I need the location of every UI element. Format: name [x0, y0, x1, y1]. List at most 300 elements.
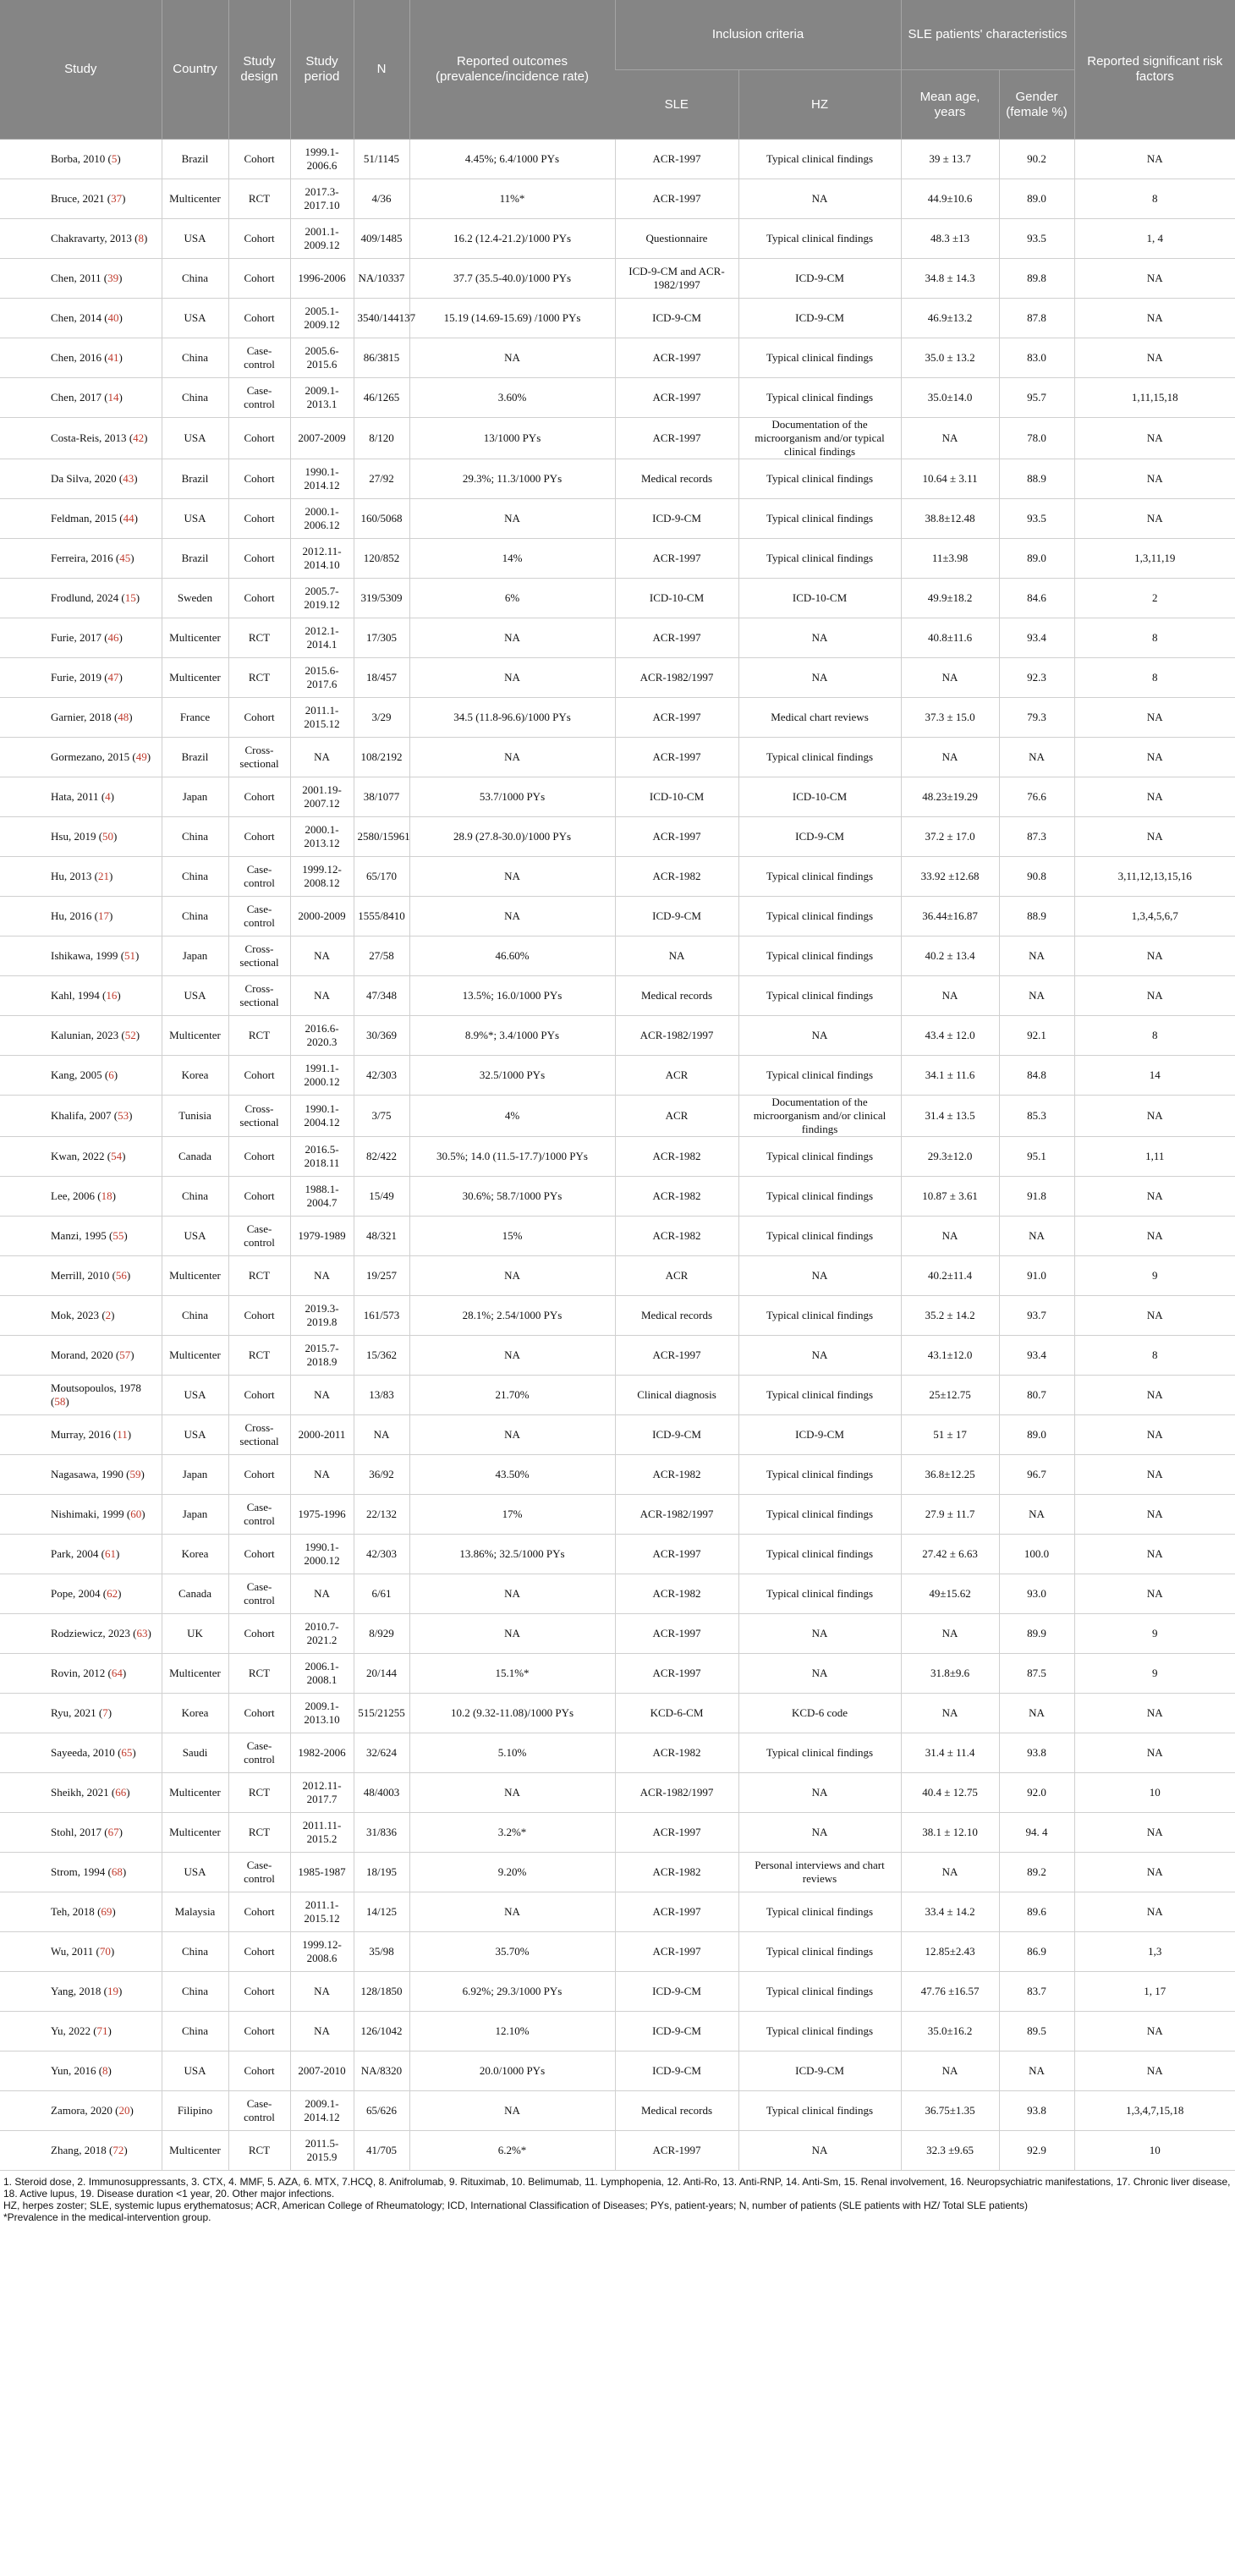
country-cell: China [162, 259, 228, 299]
risk-factors-cell: 1,3 [1074, 1932, 1235, 1972]
reference-link[interactable]: 6 [108, 1068, 114, 1081]
gender-cell: NA [999, 1694, 1074, 1733]
gender-cell: 93.7 [999, 1296, 1074, 1336]
reference-link[interactable]: 69 [101, 1905, 113, 1918]
sle-criteria-cell: NA [615, 936, 738, 976]
n-cell: 3540/144137 [354, 299, 409, 338]
period-cell: NA [290, 2012, 354, 2051]
study-name: Strom, 1994 [51, 1865, 106, 1878]
table-row [0, 338, 1235, 378]
country-cell: France [162, 698, 228, 738]
reference-link[interactable]: 66 [115, 1786, 127, 1799]
sle-criteria-cell: ACR-1982 [615, 857, 738, 897]
design-cell: Cross-sectional [228, 738, 290, 777]
mean-age-cell: NA [901, 976, 999, 1016]
reference-link[interactable]: 21 [97, 870, 109, 882]
study-cell: Borba, 2010 (5) [0, 140, 162, 179]
sle-criteria-cell: ACR-1997 [615, 738, 738, 777]
study-name: Mok, 2023 [51, 1309, 100, 1321]
study-name: Ferreira, 2016 [51, 552, 113, 564]
reference-link[interactable]: 54 [111, 1150, 123, 1162]
design-cell: Case-control [228, 338, 290, 378]
sle-criteria-cell: Questionnaire [615, 219, 738, 259]
design-cell: Case-control [228, 1733, 290, 1773]
reference-link[interactable]: 71 [96, 2024, 108, 2037]
reference-link[interactable]: 60 [130, 1508, 142, 1520]
hz-criteria-cell: Typical clinical findings [738, 857, 901, 897]
study-name: Murray, 2016 [51, 1428, 111, 1441]
risk-factors-cell: NA [1074, 817, 1235, 857]
study-name: Kahl, 1994 [51, 989, 100, 1002]
reference-link[interactable]: 43 [123, 472, 134, 485]
table-row [0, 1535, 1235, 1574]
design-cell: Cohort [228, 2051, 290, 2091]
header-characteristics: SLE patients' characteristics [901, 0, 1074, 70]
reference-link[interactable]: 41 [107, 351, 119, 364]
hz-criteria-cell: NA [738, 1256, 901, 1296]
gender-cell: 91.8 [999, 1177, 1074, 1217]
period-cell: 2012.11-2014.10 [290, 539, 354, 579]
period-cell: 2009.1-2014.12 [290, 2091, 354, 2131]
study-name: Sheikh, 2021 [51, 1786, 109, 1799]
gender-cell: 89.5 [999, 2012, 1074, 2051]
n-cell: 1555/8410 [354, 897, 409, 936]
reference-link[interactable]: 49 [135, 750, 147, 763]
hz-criteria-cell: Typical clinical findings [738, 219, 901, 259]
country-cell: Multicenter [162, 1336, 228, 1376]
reference-link[interactable]: 52 [124, 1029, 136, 1041]
period-cell: NA [290, 1455, 354, 1495]
outcome-cell: 32.5/1000 PYs [409, 1056, 615, 1096]
gender-cell: 96.7 [999, 1455, 1074, 1495]
sle-criteria-cell: ICD-9-CM [615, 299, 738, 338]
gender-cell: 89.0 [999, 1415, 1074, 1455]
gender-cell: 80.7 [999, 1376, 1074, 1415]
n-cell: NA/10337 [354, 259, 409, 299]
n-cell: 319/5309 [354, 579, 409, 618]
sle-criteria-cell: ACR-1982 [615, 1217, 738, 1256]
design-cell: Cohort [228, 1056, 290, 1096]
study-cell: Furie, 2019 (47) [0, 658, 162, 698]
outcome-cell: 13/1000 PYs [409, 418, 615, 459]
outcome-cell: 46.60% [409, 936, 615, 976]
sle-criteria-cell: ACR-1997 [615, 1614, 738, 1654]
mean-age-cell: NA [901, 418, 999, 459]
risk-factors-cell: 3,11,12,13,15,16 [1074, 857, 1235, 897]
outcome-cell: 10.2 (9.32-11.08)/1000 PYs [409, 1694, 615, 1733]
country-cell: Japan [162, 1455, 228, 1495]
study-cell: Da Silva, 2020 (43) [0, 459, 162, 499]
gender-cell: 92.9 [999, 2131, 1074, 2171]
reference-link[interactable]: 72 [113, 2144, 124, 2156]
n-cell: 51/1145 [354, 140, 409, 179]
table-row [0, 1415, 1235, 1455]
reference-link[interactable]: 70 [99, 1945, 111, 1958]
study-name: Yun, 2016 [51, 2064, 96, 2077]
outcome-cell: 29.3%; 11.3/1000 PYs [409, 459, 615, 499]
hz-criteria-cell: Typical clinical findings [738, 1733, 901, 1773]
sle-criteria-cell: KCD-6-CM [615, 1694, 738, 1733]
design-cell: Case-control [228, 1853, 290, 1892]
period-cell: NA [290, 936, 354, 976]
period-cell: 2005.7-2019.12 [290, 579, 354, 618]
sle-criteria-cell: ICD-9-CM and ACR-1982/1997 [615, 259, 738, 299]
mean-age-cell: 33.92 ±12.68 [901, 857, 999, 897]
table-row [0, 219, 1235, 259]
country-cell: UK [162, 1614, 228, 1654]
n-cell: 15/362 [354, 1336, 409, 1376]
reference-link[interactable]: 7 [102, 1706, 108, 1719]
sle-criteria-cell: ACR-1997 [615, 539, 738, 579]
reference-link[interactable]: 58 [54, 1395, 66, 1408]
period-cell: 2016.5-2018.11 [290, 1137, 354, 1177]
mean-age-cell: 43.1±12.0 [901, 1336, 999, 1376]
design-cell: Cohort [228, 1296, 290, 1336]
sle-criteria-cell: ACR-1997 [615, 1336, 738, 1376]
design-cell: Cohort [228, 299, 290, 338]
outcome-cell: 6% [409, 579, 615, 618]
mean-age-cell: 44.9±10.6 [901, 179, 999, 219]
hz-criteria-cell: Personal interviews and chart reviews [738, 1853, 901, 1892]
reference-link[interactable]: 65 [121, 1746, 133, 1759]
country-cell: USA [162, 1853, 228, 1892]
study-name: Wu, 2011 [51, 1945, 94, 1958]
study-name: Ishikawa, 1999 [51, 949, 118, 962]
period-cell: 2006.1-2008.1 [290, 1654, 354, 1694]
n-cell: 27/92 [354, 459, 409, 499]
reference-link[interactable]: 55 [113, 1229, 124, 1242]
table-row [0, 738, 1235, 777]
sle-criteria-cell: ACR-1982 [615, 1853, 738, 1892]
n-cell: 108/2192 [354, 738, 409, 777]
country-cell: Sweden [162, 579, 228, 618]
study-name: Stohl, 2017 [51, 1826, 102, 1838]
reference-link[interactable]: 8 [138, 232, 145, 244]
study-cell: Khalifa, 2007 (53) [0, 1096, 162, 1137]
period-cell: 2000-2011 [290, 1415, 354, 1455]
risk-factors-cell: NA [1074, 338, 1235, 378]
hz-criteria-cell: Typical clinical findings [738, 459, 901, 499]
header-design: Study design [228, 0, 290, 140]
period-cell: 2009.1-2013.10 [290, 1694, 354, 1733]
reference-link[interactable]: 47 [107, 671, 119, 684]
gender-cell: 90.8 [999, 857, 1074, 897]
n-cell: 515/21255 [354, 1694, 409, 1733]
mean-age-cell: 40.2 ± 13.4 [901, 936, 999, 976]
reference-link[interactable]: 68 [111, 1865, 123, 1878]
reference-link[interactable]: 51 [124, 949, 136, 962]
outcome-cell: 28.9 (27.8-30.0)/1000 PYs [409, 817, 615, 857]
mean-age-cell: 27.9 ± 11.7 [901, 1495, 999, 1535]
study-cell: Manzi, 1995 (55) [0, 1217, 162, 1256]
reference-link[interactable]: 11 [117, 1428, 128, 1441]
reference-link[interactable]: 46 [107, 631, 119, 644]
outcome-cell: NA [409, 897, 615, 936]
country-cell: USA [162, 1376, 228, 1415]
period-cell: 2016.6-2020.3 [290, 1016, 354, 1056]
country-cell: USA [162, 299, 228, 338]
risk-factors-cell: 14 [1074, 1056, 1235, 1096]
outcome-cell: 35.70% [409, 1932, 615, 1972]
hz-criteria-cell: Typical clinical findings [738, 976, 901, 1016]
study-name: Costa-Reis, 2013 [51, 431, 127, 444]
gender-cell: 89.0 [999, 539, 1074, 579]
sle-criteria-cell: ACR [615, 1256, 738, 1296]
outcome-cell: NA [409, 1415, 615, 1455]
n-cell: 46/1265 [354, 378, 409, 418]
study-cell: Zhang, 2018 (72) [0, 2131, 162, 2171]
reference-link[interactable]: 5 [111, 152, 118, 165]
period-cell: 1982-2006 [290, 1733, 354, 1773]
sle-criteria-cell: ICD-9-CM [615, 499, 738, 539]
mean-age-cell: 38.1 ± 12.10 [901, 1813, 999, 1853]
country-cell: Multicenter [162, 1813, 228, 1853]
risk-factors-cell: NA [1074, 1455, 1235, 1495]
period-cell: 1990.1-2000.12 [290, 1535, 354, 1574]
study-name: Borba, 2010 [51, 152, 106, 165]
reference-link[interactable]: 57 [119, 1348, 131, 1361]
n-cell: 41/705 [354, 2131, 409, 2171]
table-row [0, 1654, 1235, 1694]
hz-criteria-cell: Typical clinical findings [738, 2091, 901, 2131]
study-cell: Chakravarty, 2013 (8) [0, 219, 162, 259]
reference-link[interactable]: 56 [115, 1269, 127, 1282]
gender-cell: 93.5 [999, 499, 1074, 539]
reference-link[interactable]: 40 [107, 311, 119, 324]
sle-criteria-cell: ICD-10-CM [615, 777, 738, 817]
design-cell: Case-control [228, 1217, 290, 1256]
gender-cell: 88.9 [999, 459, 1074, 499]
header-gender: Gender (female %) [999, 70, 1074, 140]
risk-factors-cell: NA [1074, 1694, 1235, 1733]
risk-factors-cell: NA [1074, 1813, 1235, 1853]
gender-cell: 84.8 [999, 1056, 1074, 1096]
country-cell: Japan [162, 1495, 228, 1535]
hz-criteria-cell: Typical clinical findings [738, 1137, 901, 1177]
sle-criteria-cell: ACR-1997 [615, 338, 738, 378]
outcome-cell: NA [409, 738, 615, 777]
reference-link[interactable]: 48 [118, 711, 129, 723]
reference-link[interactable]: 18 [101, 1189, 113, 1202]
gender-cell: 92.3 [999, 658, 1074, 698]
design-cell: RCT [228, 2131, 290, 2171]
header-outcomes: Reported outcomes (prevalence/incidence rate) [409, 0, 615, 140]
mean-age-cell: 35.0±14.0 [901, 378, 999, 418]
study-name: Chen, 2016 [51, 351, 102, 364]
study-name: Teh, 2018 [51, 1905, 95, 1918]
reference-link[interactable]: 15 [124, 591, 136, 604]
study-cell: Lee, 2006 (18) [0, 1177, 162, 1217]
country-cell: Korea [162, 1535, 228, 1574]
reference-link[interactable]: 16 [106, 989, 118, 1002]
period-cell: 1988.1-2004.7 [290, 1177, 354, 1217]
risk-factors-cell: NA [1074, 1415, 1235, 1455]
period-cell: 1975-1996 [290, 1495, 354, 1535]
reference-link[interactable]: 61 [104, 1547, 116, 1560]
study-cell: Hu, 2016 (17) [0, 897, 162, 936]
reference-link[interactable]: 42 [133, 431, 145, 444]
mean-age-cell: 38.8±12.48 [901, 499, 999, 539]
reference-link[interactable]: 59 [129, 1468, 141, 1480]
gender-cell: 83.7 [999, 1972, 1074, 2012]
gender-cell: 85.3 [999, 1096, 1074, 1137]
risk-factors-cell: 8 [1074, 618, 1235, 658]
gender-cell: 86.9 [999, 1932, 1074, 1972]
reference-link[interactable]: 17 [97, 909, 109, 922]
table-row [0, 1056, 1235, 1096]
reference-link[interactable]: 19 [107, 1985, 118, 1997]
mean-age-cell: 35.0±16.2 [901, 2012, 999, 2051]
n-cell: 65/626 [354, 2091, 409, 2131]
study-cell: Strom, 1994 (68) [0, 1853, 162, 1892]
reference-link[interactable]: 64 [111, 1667, 123, 1679]
study-cell: Zamora, 2020 (20) [0, 2091, 162, 2131]
country-cell: China [162, 1932, 228, 1972]
n-cell: 17/305 [354, 618, 409, 658]
design-cell: Cross-sectional [228, 936, 290, 976]
risk-factors-cell: 8 [1074, 658, 1235, 698]
gender-cell: NA [999, 936, 1074, 976]
study-name: Khalifa, 2007 [51, 1109, 112, 1122]
footnote-risk-factor-key: 1. Steroid dose, 2. Immunosuppressants, 3. CTX, 4. MMF, 5. AZA, 6. MTX, 7.HCQ, 8. Anifrolumab, 9. Rituximab, 10. Belimumab, 11. Lymphopenia, 12. Anti-Ro, 13. Anti-RNP, 14. Anti-Sm, 15. Renal involvement, 16. Neuropsychiatric manifestations, 17. Chronic liver disease, 18. Active lupus, 19. Disease duration <1 year, 20. Other major infections. [3, 2176, 1231, 2200]
mean-age-cell: 12.85±2.43 [901, 1932, 999, 1972]
n-cell: 2580/15961 [354, 817, 409, 857]
period-cell: 2005.6-2015.6 [290, 338, 354, 378]
sle-criteria-cell: ACR [615, 1056, 738, 1096]
reference-link[interactable]: 8 [102, 2064, 108, 2077]
sle-criteria-cell: ACR-1997 [615, 698, 738, 738]
mean-age-cell: 35.2 ± 14.2 [901, 1296, 999, 1336]
mean-age-cell: 11±3.98 [901, 539, 999, 579]
gender-cell: 79.3 [999, 698, 1074, 738]
reference-link[interactable]: 37 [111, 192, 123, 205]
country-cell: USA [162, 219, 228, 259]
reference-link[interactable]: 50 [102, 830, 114, 843]
outcome-cell: NA [409, 499, 615, 539]
reference-link[interactable]: 39 [107, 272, 119, 284]
design-cell: Cohort [228, 777, 290, 817]
country-cell: Korea [162, 1694, 228, 1733]
n-cell: 22/132 [354, 1495, 409, 1535]
n-cell: 8/929 [354, 1614, 409, 1654]
outcome-cell: 43.50% [409, 1455, 615, 1495]
reference-link[interactable]: 44 [123, 512, 134, 525]
period-cell: 2001.19-2007.12 [290, 777, 354, 817]
period-cell: 1990.1-2014.12 [290, 459, 354, 499]
table-row [0, 378, 1235, 418]
table-row [0, 1972, 1235, 2012]
study-name: Garnier, 2018 [51, 711, 112, 723]
mean-age-cell: 49±15.62 [901, 1574, 999, 1614]
reference-link[interactable]: 20 [118, 2104, 130, 2117]
country-cell: Japan [162, 936, 228, 976]
table-row [0, 698, 1235, 738]
mean-age-cell: 10.87 ± 3.61 [901, 1177, 999, 1217]
hz-criteria-cell: Typical clinical findings [738, 1217, 901, 1256]
hz-criteria-cell: NA [738, 1773, 901, 1813]
n-cell: 27/58 [354, 936, 409, 976]
reference-link[interactable]: 53 [118, 1109, 129, 1122]
reference-link[interactable]: 2 [105, 1309, 112, 1321]
reference-link[interactable]: 14 [107, 391, 119, 404]
reference-link[interactable]: 45 [119, 552, 131, 564]
mean-age-cell: NA [901, 738, 999, 777]
design-cell: Cross-sectional [228, 1096, 290, 1137]
study-cell: Chen, 2017 (14) [0, 378, 162, 418]
mean-age-cell: 32.3 ±9.65 [901, 2131, 999, 2171]
header-study: Study [0, 0, 162, 140]
country-cell: China [162, 338, 228, 378]
study-name: Hata, 2011 [51, 790, 99, 803]
n-cell: 47/348 [354, 976, 409, 1016]
sle-criteria-cell: ACR [615, 1096, 738, 1137]
n-cell: 48/321 [354, 1217, 409, 1256]
table-row [0, 2012, 1235, 2051]
study-cell: Pope, 2004 (62) [0, 1574, 162, 1614]
country-cell: China [162, 378, 228, 418]
hz-criteria-cell: Typical clinical findings [738, 738, 901, 777]
hz-criteria-cell: ICD-9-CM [738, 259, 901, 299]
design-cell: RCT [228, 1016, 290, 1056]
study-cell: Yang, 2018 (19) [0, 1972, 162, 2012]
sle-criteria-cell: ACR-1997 [615, 418, 738, 459]
country-cell: China [162, 817, 228, 857]
reference-link[interactable]: 62 [107, 1587, 118, 1600]
outcome-cell: NA [409, 1773, 615, 1813]
table-row [0, 1096, 1235, 1137]
table-row [0, 1256, 1235, 1296]
n-cell: 6/61 [354, 1574, 409, 1614]
design-cell: Cohort [228, 1892, 290, 1932]
sle-criteria-cell: ACR-1982 [615, 1455, 738, 1495]
country-cell: Japan [162, 777, 228, 817]
study-cell: Costa-Reis, 2013 (42) [0, 418, 162, 459]
study-name: Feldman, 2015 [51, 512, 117, 525]
reference-link[interactable]: 4 [105, 790, 111, 803]
sle-criteria-cell: ACR-1997 [615, 1535, 738, 1574]
reference-link[interactable]: 63 [136, 1627, 148, 1640]
study-name: Zamora, 2020 [51, 2104, 113, 2117]
n-cell: 86/3815 [354, 338, 409, 378]
study-cell: Rodziewicz, 2023 (63) [0, 1614, 162, 1654]
risk-factors-cell: NA [1074, 459, 1235, 499]
mean-age-cell: 49.9±18.2 [901, 579, 999, 618]
n-cell: 8/120 [354, 418, 409, 459]
design-cell: Cohort [228, 1177, 290, 1217]
n-cell: 18/195 [354, 1853, 409, 1892]
study-cell: Kahl, 1994 (16) [0, 976, 162, 1016]
table-body [0, 140, 1235, 2171]
design-cell: RCT [228, 1654, 290, 1694]
sle-criteria-cell: Medical records [615, 1296, 738, 1336]
sle-criteria-cell: ACR-1982/1997 [615, 1016, 738, 1056]
study-name: Kalunian, 2023 [51, 1029, 119, 1041]
outcome-cell: NA [409, 1336, 615, 1376]
country-cell: China [162, 2012, 228, 2051]
design-cell: Cohort [228, 1535, 290, 1574]
outcome-cell: 37.7 (35.5-40.0)/1000 PYs [409, 259, 615, 299]
period-cell: 2019.3-2019.8 [290, 1296, 354, 1336]
study-name: Nishimaki, 1999 [51, 1508, 124, 1520]
outcome-cell: 30.6%; 58.7/1000 PYs [409, 1177, 615, 1217]
period-cell: 2011.11-2015.2 [290, 1813, 354, 1853]
table-row [0, 539, 1235, 579]
reference-link[interactable]: 67 [107, 1826, 119, 1838]
table-row [0, 1932, 1235, 1972]
risk-factors-cell: NA [1074, 140, 1235, 179]
n-cell: 3/75 [354, 1096, 409, 1137]
design-cell: Cohort [228, 579, 290, 618]
